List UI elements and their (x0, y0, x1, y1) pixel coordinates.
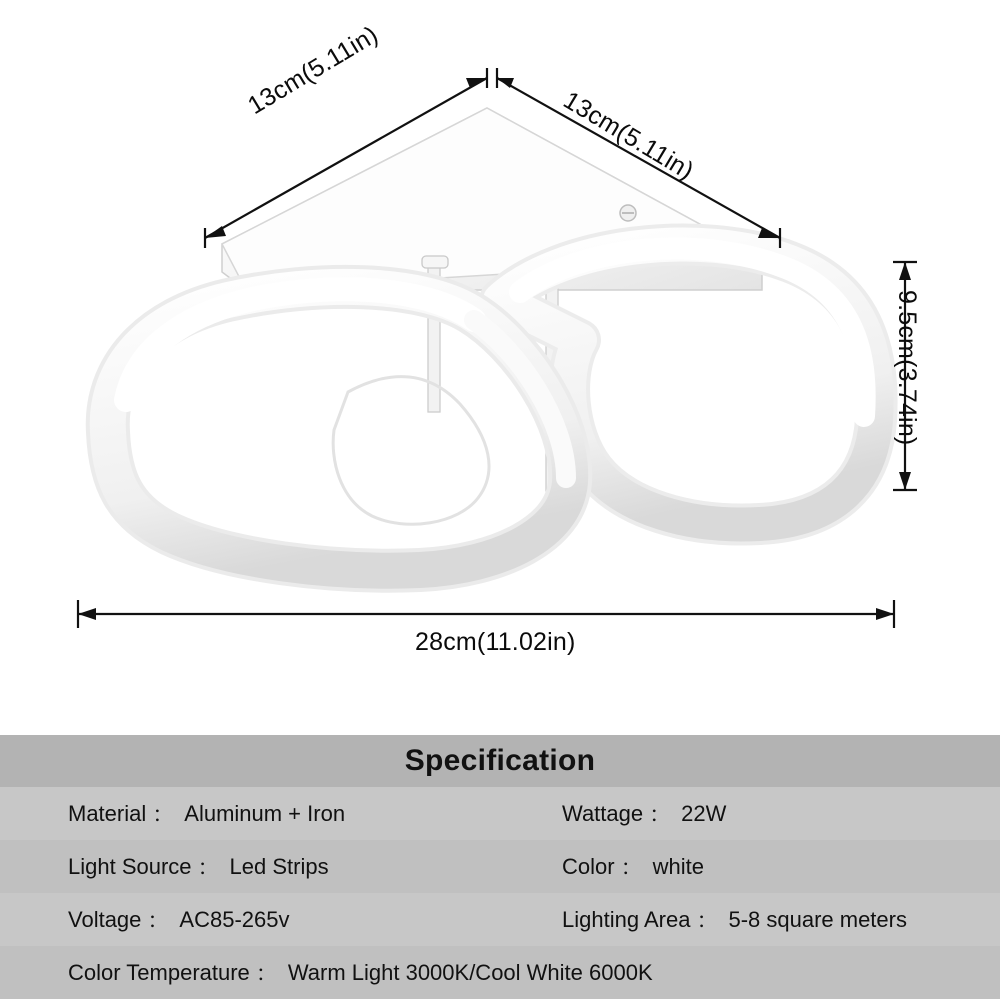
table-row (0, 787, 1000, 840)
spec-separator: ： (620, 855, 643, 880)
spec-cell-color-temperature (0, 946, 1000, 999)
spec-value: Warm Light 3000K/Cool White 6000K (287, 959, 653, 985)
spec-separator: ： (649, 802, 672, 827)
spec-cell-material (0, 787, 490, 840)
spec-cell-wattage (490, 787, 1000, 840)
spec-separator: ： (147, 908, 170, 933)
spec-separator: ： (255, 961, 278, 986)
spec-value: 5-8 square meters (728, 906, 907, 932)
spec-cell-lighting-area (490, 893, 1000, 946)
spec-key: Material (68, 800, 147, 826)
spec-key: Wattage (562, 800, 644, 826)
spec-key: Voltage (68, 906, 142, 932)
spec-separator: ： (696, 908, 719, 933)
spec-cell-light-source (0, 840, 490, 893)
spec-cell-color (490, 840, 1000, 893)
table-row (0, 893, 1000, 946)
spec-key: Color (562, 853, 615, 879)
specification-title: Specification (404, 744, 596, 777)
dimension-label-right-top: 13cm(5.11in) (558, 86, 699, 186)
dimension-label-left-top: 13cm(5.11in) (243, 20, 383, 121)
spec-cell-voltage (0, 893, 490, 946)
spec-value: Aluminum + Iron (184, 800, 346, 826)
left-ring-inner-edge (333, 377, 489, 525)
spec-value: Led Strips (229, 853, 329, 879)
spec-separator: ： (197, 855, 220, 880)
specification-title-row (0, 735, 1000, 787)
spec-value: AC85-265v (179, 906, 290, 932)
table-row (0, 840, 1000, 893)
spec-separator: ： (152, 802, 175, 827)
left-light-ring (108, 287, 570, 571)
spec-value: white (652, 853, 704, 879)
spec-value: 22W (681, 800, 727, 826)
spec-key: Light Source (68, 853, 192, 879)
table-row (0, 946, 1000, 999)
dimension-label-height: 9.5cm(3.74in) (893, 290, 921, 446)
spec-key: Lighting Area (562, 906, 691, 932)
spec-key: Color Temperature (68, 959, 250, 985)
dimension-label-width: 28cm(11.02in) (415, 628, 576, 656)
specification-table (0, 735, 1000, 1000)
